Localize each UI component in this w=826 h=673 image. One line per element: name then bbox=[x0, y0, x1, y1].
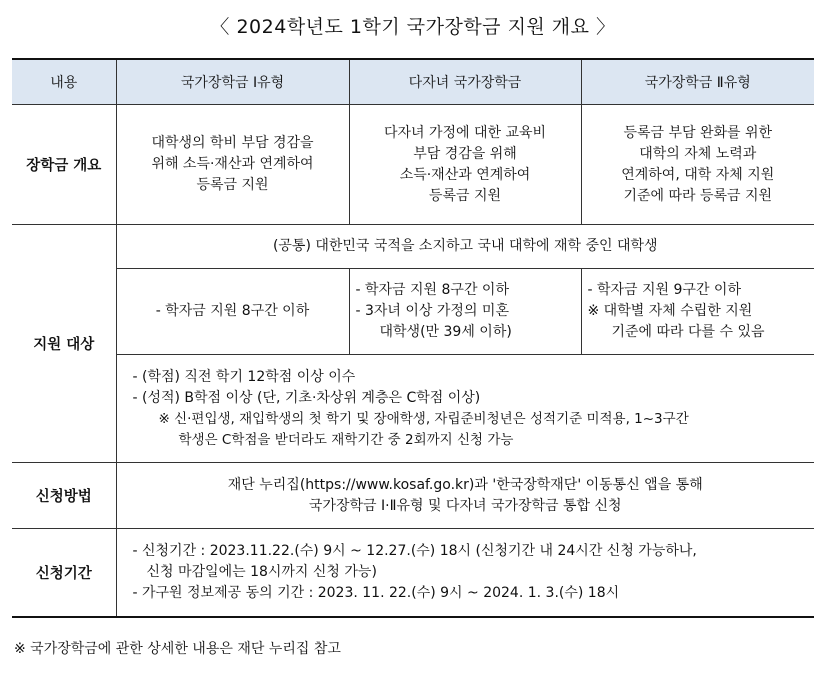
header-type1: 국가장학금 Ⅰ유형 bbox=[116, 59, 349, 105]
row-label-period: 신청기간 bbox=[12, 529, 116, 617]
row-label-method: 신청방법 bbox=[12, 463, 116, 529]
overview-type2: 등록금 부담 완화를 위한 대학의 자체 노력과 연계하여, 대학 자체 지원 기준에 따라 등록금 지원 bbox=[581, 105, 814, 225]
target-type1: - 학자금 지원 8구간 이하 bbox=[116, 269, 349, 355]
header-content: 내용 bbox=[12, 59, 116, 105]
row-label-overview: 장학금 개요 bbox=[12, 105, 116, 225]
footnote: ※ 국가장학금에 관한 상세한 내용은 재단 누리집 참고 bbox=[14, 641, 341, 657]
scholarship-table bbox=[12, 58, 814, 618]
header-multichild: 다자녀 국가장학금 bbox=[349, 59, 581, 105]
target-type2: - 학자금 지원 9구간 이하 ※ 대학별 자체 수립한 지원 기준에 따라 다를 수 있음 bbox=[581, 269, 814, 355]
header-type2: 국가장학금 Ⅱ유형 bbox=[581, 59, 814, 105]
target-grades: - (학점) 직전 학기 12학점 이상 이수 - (성적) B학점 이상 (단, 기초·차상위 계층은 C학점 이상) ※ 신·편입생, 재입학생의 첫 학기 및 장애학생, 자립준비청년은 성적기준 미적용, 1~3구간 학생은 C학점을 받더라도 재학기간 중 2회까지 신청 가능 bbox=[116, 355, 814, 463]
row-label-target: 지원 대상 bbox=[12, 225, 116, 463]
page-title: 〈 2024학년도 1학기 국가장학금 지원 개요 〉 bbox=[210, 16, 616, 38]
period-text: - 신청기간 : 2023.11.22.(수) 9시 ~ 12.27.(수) 18시 (신청기간 내 24시간 신청 가능하나, 신청 마감일에는 18시까지 신청 가능) - 가구원 정보제공 동의 기간 : 2023. 11. 22.(수) 9시 ~ 2024. 1. 3.(수) 18시 bbox=[116, 529, 814, 617]
overview-type1: 대학생의 학비 부담 경감을 위해 소득·재산과 연계하여 등록금 지원 bbox=[116, 105, 349, 225]
target-multichild: - 학자금 지원 8구간 이하 - 3자녀 이상 가정의 미혼 대학생(만 39세 이하) bbox=[349, 269, 581, 355]
method-text: 재단 누리집(https://www.kosaf.go.kr)과 '한국장학재단' 이동통신 앱을 통해 국가장학금 Ⅰ·Ⅱ유형 및 다자녀 국가장학금 통합 신청 bbox=[116, 463, 814, 529]
overview-multichild: 다자녀 가정에 대한 교육비 부담 경감을 위해 소득·재산과 연계하여 등록금 지원 bbox=[349, 105, 581, 225]
target-common: (공통) 대한민국 국적을 소지하고 국내 대학에 재학 중인 대학생 bbox=[116, 225, 814, 269]
